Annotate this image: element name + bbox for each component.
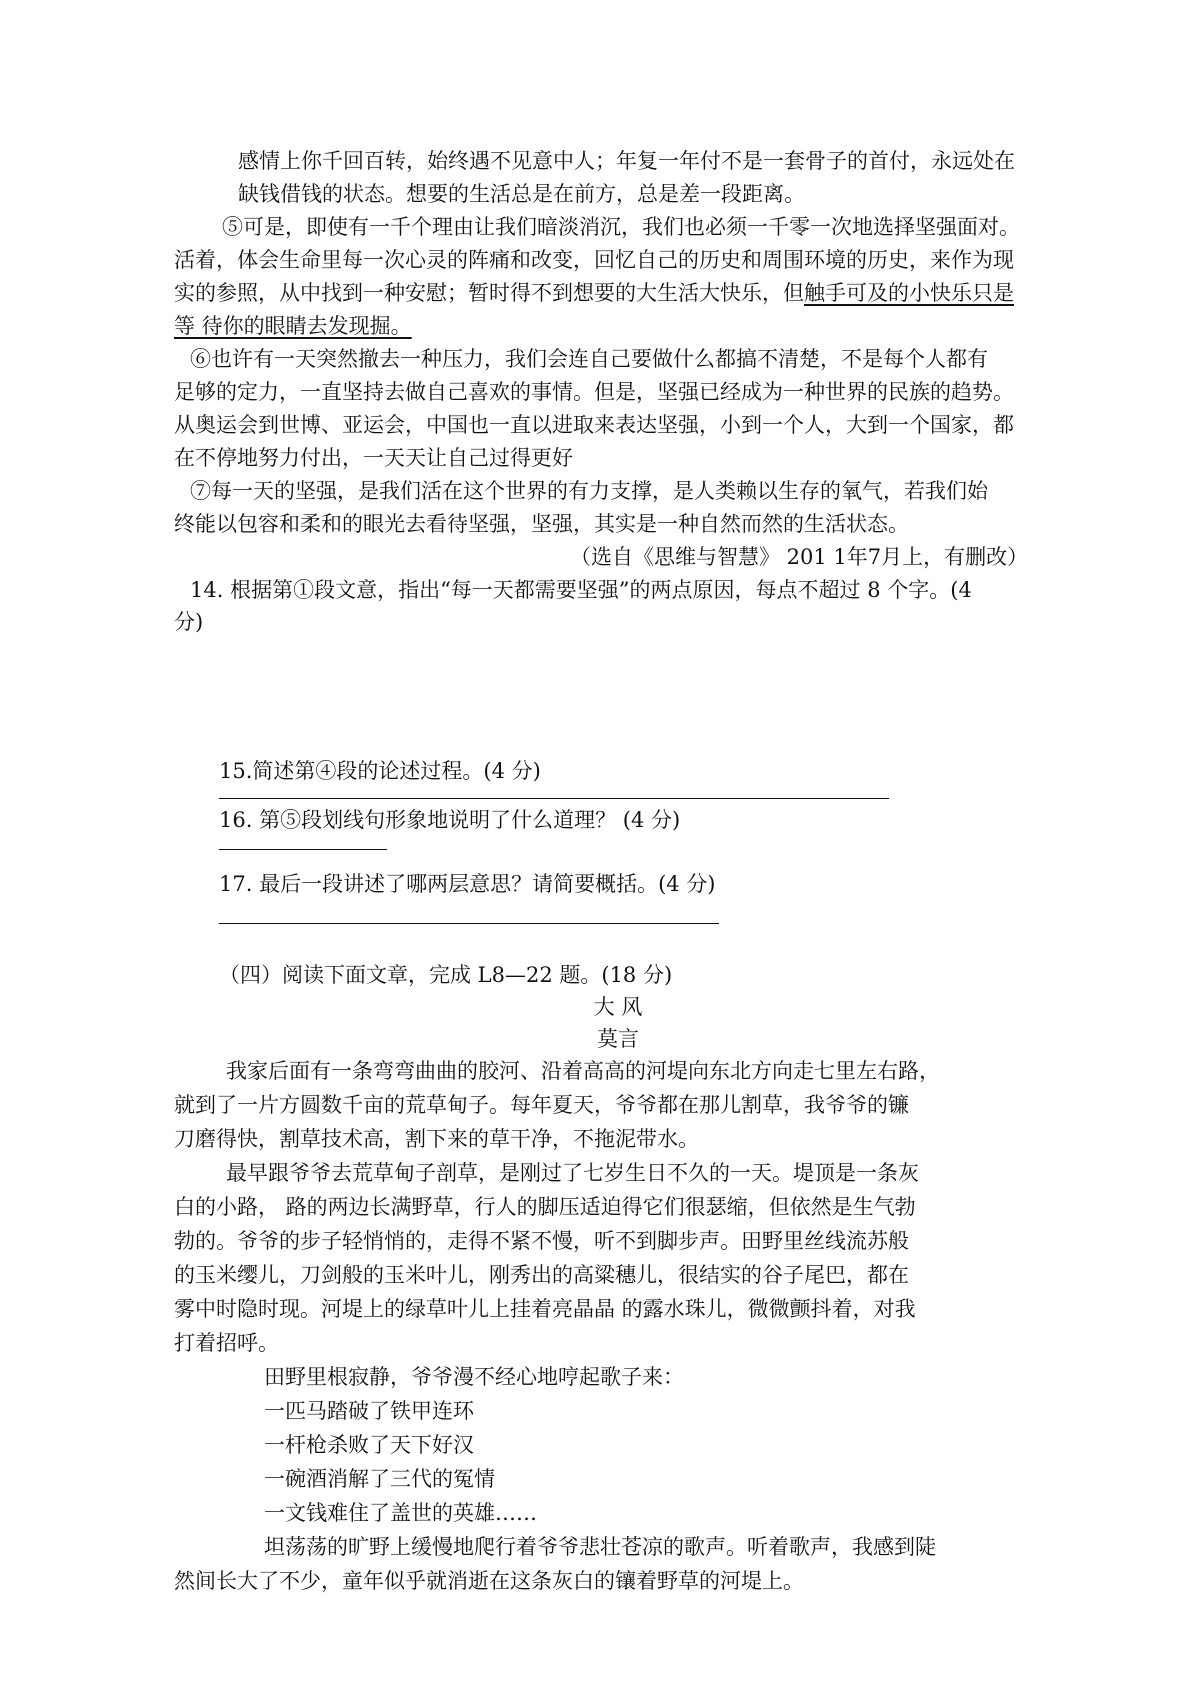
article-para2-line-6: 打着招呼。 — [174, 1331, 279, 1355]
article-para3: 田野里根寂静，爷爷漫不经心地哼起歌子来： — [264, 1365, 684, 1389]
question-16: 16. 第⑤段划线句形象地说明了什么道理？ (4 分) — [219, 808, 681, 832]
para5-line-3-text: 实的参照，从中找到一种安慰；暂时得不到想要的大生活大快乐，但 — [174, 281, 804, 305]
section-4-heading: （四）阅读下面文章，完成 L8—22 题。(18 分) — [219, 963, 673, 987]
article-para2-line-4: 的玉米缨儿，刀剑般的玉米叶儿，刚秀出的高粱穗儿，很结实的谷子尾巴，都在 — [174, 1263, 909, 1287]
song-line-4: 一文钱难住了盖世的英雄…… — [264, 1501, 537, 1525]
question-17: 17. 最后一段讲述了哪两层意思？请简要概括。(4 分) — [219, 872, 716, 896]
underlined-sentence-part-1: 触手可及的小快乐只是 — [804, 281, 1014, 305]
source-citation: （选自《思维与智慧》 201 1年7月上，有删改） — [570, 545, 1029, 569]
article-para2-line-1: 最早跟爷爷去荒草甸子剖草，是刚过了七岁生日不久的一天。堤顶是一条灰 — [226, 1161, 919, 1185]
article-para4-line-1: 坦荡荡的旷野上缓慢地爬行着爷爷悲壮苍凉的歌声。听着歌声，我感到陡 — [264, 1535, 936, 1559]
article-para2-line-3: 勃的。爷爷的步子轻悄悄的，走得不紧不慢，听不到脚步声。田野里丝线流苏般 — [174, 1229, 909, 1253]
quote-line-1: 感情上你千回百转，始终遇不见意中人；年复一年付不是一套骨子的首付，永远处在 — [238, 149, 1015, 173]
article-para4-line-2: 然间长大了不少，童年似乎就消逝在这条灰白的镶着野草的河堤上。 — [174, 1569, 804, 1593]
song-line-3: 一碗酒消解了三代的冤情 — [264, 1467, 495, 1491]
para6-line-4: 在不停地努力付出，一天天让自己过得更好 — [174, 446, 573, 470]
article-para2-line-5: 雾中时隐时现。河堤上的绿草叶儿上挂着亮晶晶 的露水珠儿，微微颤抖着，对我 — [174, 1297, 916, 1321]
answer-line-17[interactable] — [219, 923, 719, 924]
quote-line-2: 缺钱借钱的状态。想要的生活总是在前方，总是差一段距离。 — [238, 182, 805, 206]
question-14-line-1: 14. 根据第①段文意，指出“每一天都需要坚强”的两点原因，每点不超过 8 个字。(4 — [190, 578, 972, 602]
article-title: 大 风 — [593, 995, 643, 1019]
question-14-line-2: 分) — [174, 610, 204, 634]
para6-line-1: ⑥也许有一天突然撤去一种压力，我们会连自己要做什么都搞不清楚，不是每个人都有 — [190, 347, 988, 371]
article-para1-line-1: 我家后面有一条弯弯曲曲的胶河、沿着高高的河堤向东北方向走七里左右路， — [226, 1059, 940, 1083]
article-author: 莫言 — [597, 1027, 639, 1051]
para5-line-1: ⑤可是，即使有一千个理由让我们暗淡消沉，我们也必须一千零一次地选择坚强面对。 — [222, 215, 1020, 239]
article-para1-line-3: 刀磨得快，割草技术高，割下来的草干净，不拖泥带水。 — [174, 1127, 699, 1151]
para6-line-3: 从奥运会到世博、亚运会，中国也一直以进取来表达坚强，小到一个人，大到一个国家，都 — [174, 413, 1014, 437]
para5-line-3 — [174, 278, 1014, 308]
song-line-2: 一杆枪杀败了天下好汉 — [264, 1433, 474, 1457]
question-15: 15.简述第④段的论述过程。(4 分) — [219, 759, 541, 783]
answer-line-15[interactable] — [219, 798, 889, 799]
song-line-1: 一匹马踏破了铁甲连环 — [264, 1399, 474, 1423]
article-para2-line-2: 白的小路， 路的两边长满野草，行人的脚压适迫得它们很瑟缩，但依然是生气勃 — [174, 1195, 916, 1219]
para7-line-2: 终能以包容和柔和的眼光去看待坚强，坚强，其实是一种自然而然的生活状态。 — [174, 512, 909, 536]
para6-line-2: 足够的定力，一直坚持去做自己喜欢的事情。但是，坚强已经成为一种世界的民族的趋势。 — [174, 380, 1014, 404]
para5-line-2: 活着，体会生命里每一次心灵的阵痛和改变，回忆自己的历史和周围环境的历史，来作为现 — [174, 248, 1014, 272]
para7-line-1: ⑦每一天的坚强，是我们活在这个世界的有力支撑，是人类赖以生存的氧气，若我们始 — [190, 479, 988, 503]
article-para1-line-2: 就到了一片方圆数千亩的荒草甸子。每年夏天，爷爷都在那儿割草，我爷爷的镰 — [174, 1093, 909, 1117]
underlined-sentence-part-2: 等 待你的眼睛去发现掘。 — [174, 314, 412, 338]
answer-line-16[interactable] — [219, 849, 387, 850]
